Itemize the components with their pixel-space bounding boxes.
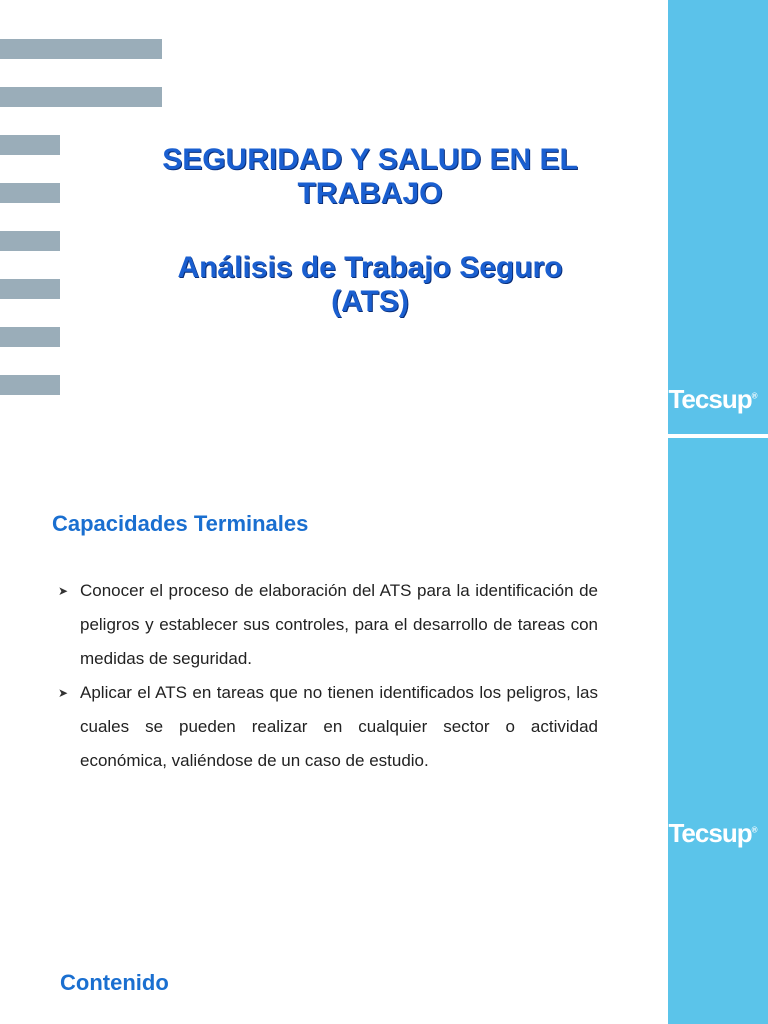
registered-mark: ® bbox=[751, 825, 758, 835]
arrowhead-bullet-icon: ➤ bbox=[58, 584, 69, 598]
page-title bbox=[70, 143, 670, 211]
list-item bbox=[58, 676, 598, 778]
page-subtitle bbox=[70, 251, 670, 319]
logo-text: Tecsup bbox=[668, 384, 752, 414]
decorative-bar bbox=[0, 87, 162, 107]
side-panel-top bbox=[668, 0, 768, 434]
decorative-bar bbox=[0, 279, 60, 299]
capacidades-list bbox=[58, 574, 598, 778]
list-item-text: Conocer el proceso de elaboración del ATS para la identificación de peligros y establecer sus controles, para el desarrollo de tareas con medidas de seguridad. bbox=[80, 581, 598, 668]
logo-text: Tecsup bbox=[668, 818, 752, 848]
list-item-text: Aplicar el ATS en tareas que no tienen identificados los peligros, las cuales se pueden realizar en cualquier sector o actividad económica, valiéndose de un caso de estudio. bbox=[80, 683, 598, 770]
side-panel-bottom bbox=[668, 438, 768, 1024]
list-item bbox=[58, 574, 598, 676]
section-heading-capacidades: Capacidades Terminales bbox=[52, 511, 309, 536]
title-line-2: TRABAJO bbox=[297, 177, 443, 210]
decorative-bar bbox=[0, 327, 60, 347]
subtitle-line-1: Análisis de Trabajo Seguro bbox=[177, 251, 563, 284]
arrowhead-bullet-icon: ➤ bbox=[58, 686, 69, 700]
decorative-bar bbox=[0, 375, 60, 395]
subtitle-line-2: (ATS) bbox=[331, 285, 409, 318]
title-line-1: SEGURIDAD Y SALUD EN EL bbox=[162, 143, 578, 176]
tecsup-logo bbox=[658, 384, 768, 415]
registered-mark: ® bbox=[751, 391, 758, 401]
decorative-bar bbox=[0, 135, 60, 155]
section-heading-contenido: Contenido bbox=[60, 970, 169, 995]
decorative-bar bbox=[0, 183, 60, 203]
decorative-bar bbox=[0, 231, 60, 251]
tecsup-logo bbox=[658, 818, 768, 849]
side-panel bbox=[668, 0, 768, 1024]
decorative-bar bbox=[0, 39, 162, 59]
